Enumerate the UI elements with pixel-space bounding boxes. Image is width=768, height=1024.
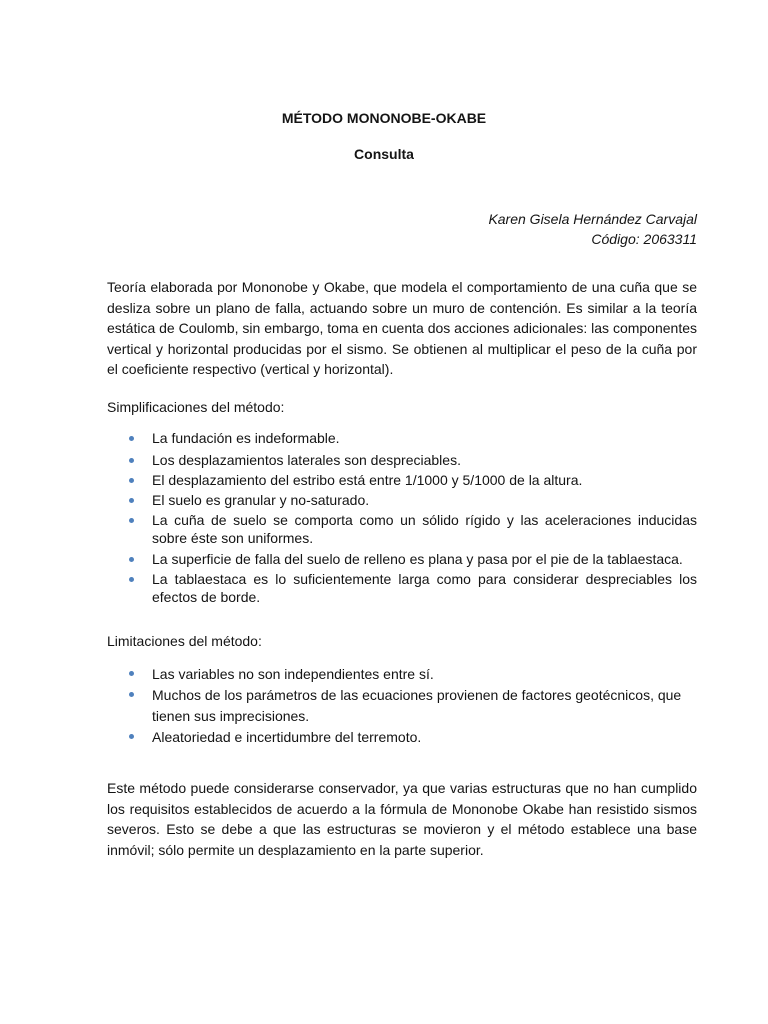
- author-code: Código: 2063311: [591, 231, 697, 247]
- bullet-icon: [129, 478, 134, 483]
- document-title: MÉTODO MONONOBE-OKABE: [281, 110, 487, 126]
- document-subtitle: Consulta: [354, 146, 414, 162]
- author-block: [488, 209, 697, 249]
- list-item: Las variables no son independientes entre sí.: [107, 664, 697, 685]
- list-item: La tablaestaca es lo suficientemente larga como para considerar despreciables los efectos de borde.: [107, 570, 697, 606]
- list-item: Aleatoriedad e incertidumbre del terremoto.: [107, 727, 697, 748]
- limitations-list: [107, 664, 697, 748]
- bullet-icon: [129, 557, 134, 562]
- bullet-icon: [129, 734, 134, 739]
- list-item: El suelo es granular y no-saturado.: [107, 491, 697, 509]
- bullet-icon: [129, 577, 134, 582]
- list-item: La superficie de falla del suelo de relleno es plana y pasa por el pie de la tablaestaca.: [107, 550, 697, 568]
- list-item: La cuña de suelo se comporta como un sólido rígido y las aceleraciones inducidas sobre éste son uniformes.: [107, 511, 697, 547]
- list-item: La fundación es indeformable.: [107, 429, 697, 447]
- list-item: Muchos de los parámetros de las ecuaciones provienen de factores geotécnicos, que tienen sus imprecisiones.: [107, 685, 697, 726]
- limitations-heading: Limitaciones del método:: [107, 633, 262, 649]
- bullet-icon: [129, 518, 134, 523]
- author-name: Karen Gisela Hernández Carvajal: [488, 211, 697, 227]
- bullet-icon: [129, 458, 134, 463]
- simplifications-list: [107, 429, 697, 608]
- conclusion-paragraph: Este método puede considerarse conservador, ya que varias estructuras que no han cumplido los requisitos establecidos de acuerdo a la fórmula de Mononobe Okabe han resistido sismos severos. Esto se debe a que las estructuras se movieron y el método establece una base inmóvil; sólo permite un desplazamiento en la parte superior.: [107, 780, 697, 858]
- list-item: El desplazamiento del estribo está entre 1/1000 y 5/1000 de la altura.: [107, 471, 697, 489]
- bullet-icon: [129, 436, 134, 441]
- bullet-icon: [129, 692, 134, 697]
- bullet-icon: [129, 498, 134, 503]
- simplifications-heading: Simplificaciones del método:: [107, 399, 285, 415]
- bullet-icon: [129, 671, 134, 676]
- intro-paragraph: Teoría elaborada por Mononobe y Okabe, que modela el comportamiento de una cuña que se desliza sobre un plano de falla, actuando sobre un muro de contención. Es similar a la teoría estática de Coulomb, sin embargo, toma en cuenta dos acciones adicionales: las componentes vertical y horizontal producidas por el sismo. Se obtienen al multiplicar el peso de la cuña por el coeficiente respectivo (vertical y horizontal).: [107, 279, 697, 377]
- list-item: Los desplazamientos laterales son despreciables.: [107, 451, 697, 469]
